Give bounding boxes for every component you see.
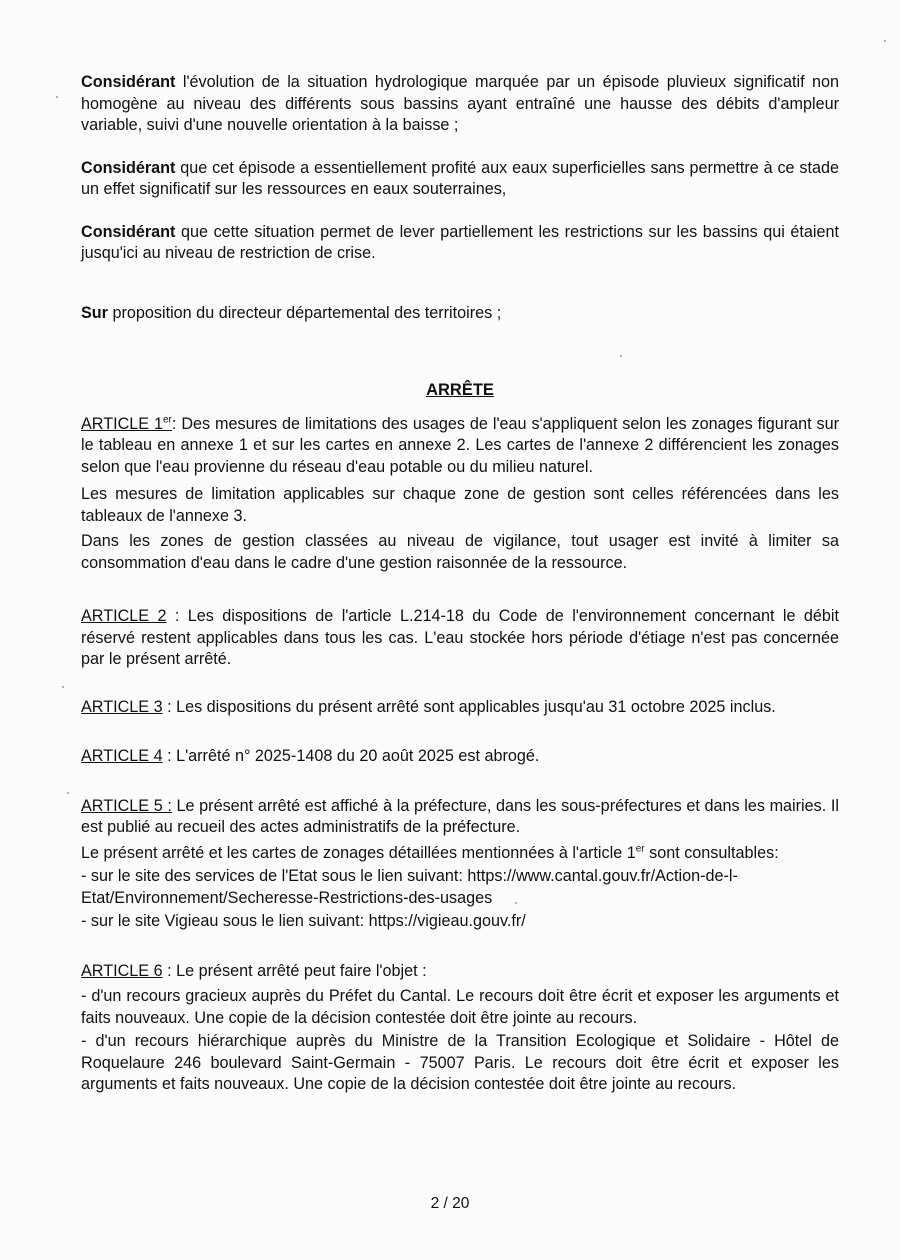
article-3 bbox=[81, 697, 839, 719]
article-4 bbox=[81, 746, 839, 768]
considerant-lead: Considérant bbox=[81, 158, 176, 177]
scan-speck bbox=[515, 902, 517, 904]
article-1-sup: er bbox=[163, 414, 172, 426]
article-5-text: Le présent arrêté est affiché à la préfecture, dans les sous-préfectures et dans les mairies. Il est publié au recueil des actes administratifs de la préfecture. bbox=[81, 796, 839, 836]
article-1-label-text: ARTICLE 1 bbox=[81, 414, 163, 433]
arrete-title: ARRÊTE bbox=[426, 381, 494, 399]
considerant-text: l'évolution de la situation hydrologique marquée par un épisode pluvieux significatif non homogène au niveau des différents sous bassins ayant entraîné une hausse des débits d'ampleur variable, suivi d'une nouvelle orientation à la baisse ; bbox=[81, 73, 839, 134]
article-5 bbox=[81, 796, 839, 839]
article-1-label bbox=[81, 415, 172, 433]
article-2-text: : Les dispositions de l'article L.214-18 du Code de l'environnement concernant le débit réservé restent applicables dans tous les cas. L'eau stockée hors période d'étiage n'est pas concernée par le présent arrêté. bbox=[81, 607, 839, 668]
considerant-2 bbox=[81, 158, 839, 201]
article-6 bbox=[81, 961, 839, 983]
article-5-paragraph-2 bbox=[81, 843, 839, 865]
article-2 bbox=[81, 606, 839, 671]
article-3-text: : Les dispositions du présent arrêté sont applicables jusqu'au 31 octobre 2025 inclus. bbox=[162, 697, 776, 716]
scan-speck bbox=[620, 355, 622, 357]
page-number: 2 / 20 bbox=[430, 1195, 470, 1212]
considerant-lead: Considérant bbox=[81, 222, 176, 241]
article-6-text: : Le présent arrêté peut faire l'objet : bbox=[162, 961, 427, 980]
considerant-lead: Considérant bbox=[81, 73, 176, 91]
article-5-p2-text: Le présent arrêté et les cartes de zonages détaillées mentionnées à l'article 1 bbox=[81, 843, 636, 862]
article-5-p2-end: sont consultables: bbox=[644, 843, 779, 862]
article-4-label: ARTICLE 4 bbox=[81, 747, 163, 765]
considerant-text: que cet épisode a essentiellement profité aux eaux superficielles sans permettre à ce stade un effet significatif sur les ressources en eaux souterraines, bbox=[81, 158, 839, 198]
considerant-text: que cette situation permet de lever partiellement les restrictions sur les bassins qui étaient jusqu'ici au niveau de restriction de crise. bbox=[81, 222, 839, 262]
article-6-recours-gracieux: - d'un recours gracieux auprès du Préfet du Cantal. Le recours doit être écrit et exposer les arguments et faits nouveaux. Une copie de la décision contestée doit être jointe au recours. bbox=[81, 987, 839, 1027]
scan-speck bbox=[56, 96, 58, 98]
article-5-link-vigieau: - sur le site Vigieau sous le lien suivant: https://vigieau.gouv.fr/ bbox=[81, 912, 526, 930]
article-6-label: ARTICLE 6 bbox=[81, 961, 163, 980]
article-1-paragraph-3: Dans les zones de gestion classées au niveau de vigilance, tout usager est invité à limiter sa consommation d'eau dans le cadre d'une gestion raisonnée de la ressource. bbox=[81, 532, 839, 572]
proposition bbox=[81, 303, 839, 325]
considerant-1 bbox=[81, 72, 839, 137]
article-5-sup: er bbox=[635, 843, 645, 855]
article-1-text: : Des mesures de limitations des usages de l'eau s'appliquent selon les zonages figurant sur le tableau en annexe 1 et sur les cartes en annexe 2. Les cartes de l'annexe 2 différencient les zonages selon que l'eau provienne du réseau d'eau potable ou du milieu naturel. bbox=[81, 414, 839, 476]
article-3-label: ARTICLE 3 bbox=[81, 697, 163, 716]
article-1-paragraph-2: Les mesures de limitation applicables sur chaque zone de gestion sont celles référencées dans les tableaux de l'annexe 3. bbox=[81, 485, 839, 525]
scan-speck bbox=[67, 792, 69, 794]
article-1 bbox=[81, 414, 839, 479]
considerant-3 bbox=[81, 222, 839, 265]
document-body bbox=[81, 72, 839, 1096]
proposition-text: proposition du directeur départemental des territoires ; bbox=[108, 303, 502, 322]
article-5-link-state: - sur le site des services de l'Etat sous le lien suivant: https://www.cantal.gouv.fr/Action-de-l-Etat/Environnement/Secheresse-Restrictions-des-usages bbox=[81, 867, 738, 907]
scan-speck bbox=[62, 686, 64, 688]
article-2-label: ARTICLE 2 bbox=[81, 607, 167, 625]
article-6-recours-hierarchique: - d'un recours hiérarchique auprès du Ministre de la Transition Ecologique et Solidaire - Hôtel de Roquelaure 246 boulevard Saint-Germain - 75007 Paris. Le recours doit être écrit et exposer les arguments et faits nouveaux. Une copie de la décision contestée doit être jointe au recours. bbox=[81, 1032, 839, 1093]
article-5-label: ARTICLE 5 : bbox=[81, 796, 172, 815]
scan-speck bbox=[884, 40, 886, 42]
article-4-text: : L'arrêté n° 2025-1408 du 20 août 2025 est abrogé. bbox=[162, 747, 540, 765]
proposition-lead: Sur bbox=[81, 303, 108, 322]
